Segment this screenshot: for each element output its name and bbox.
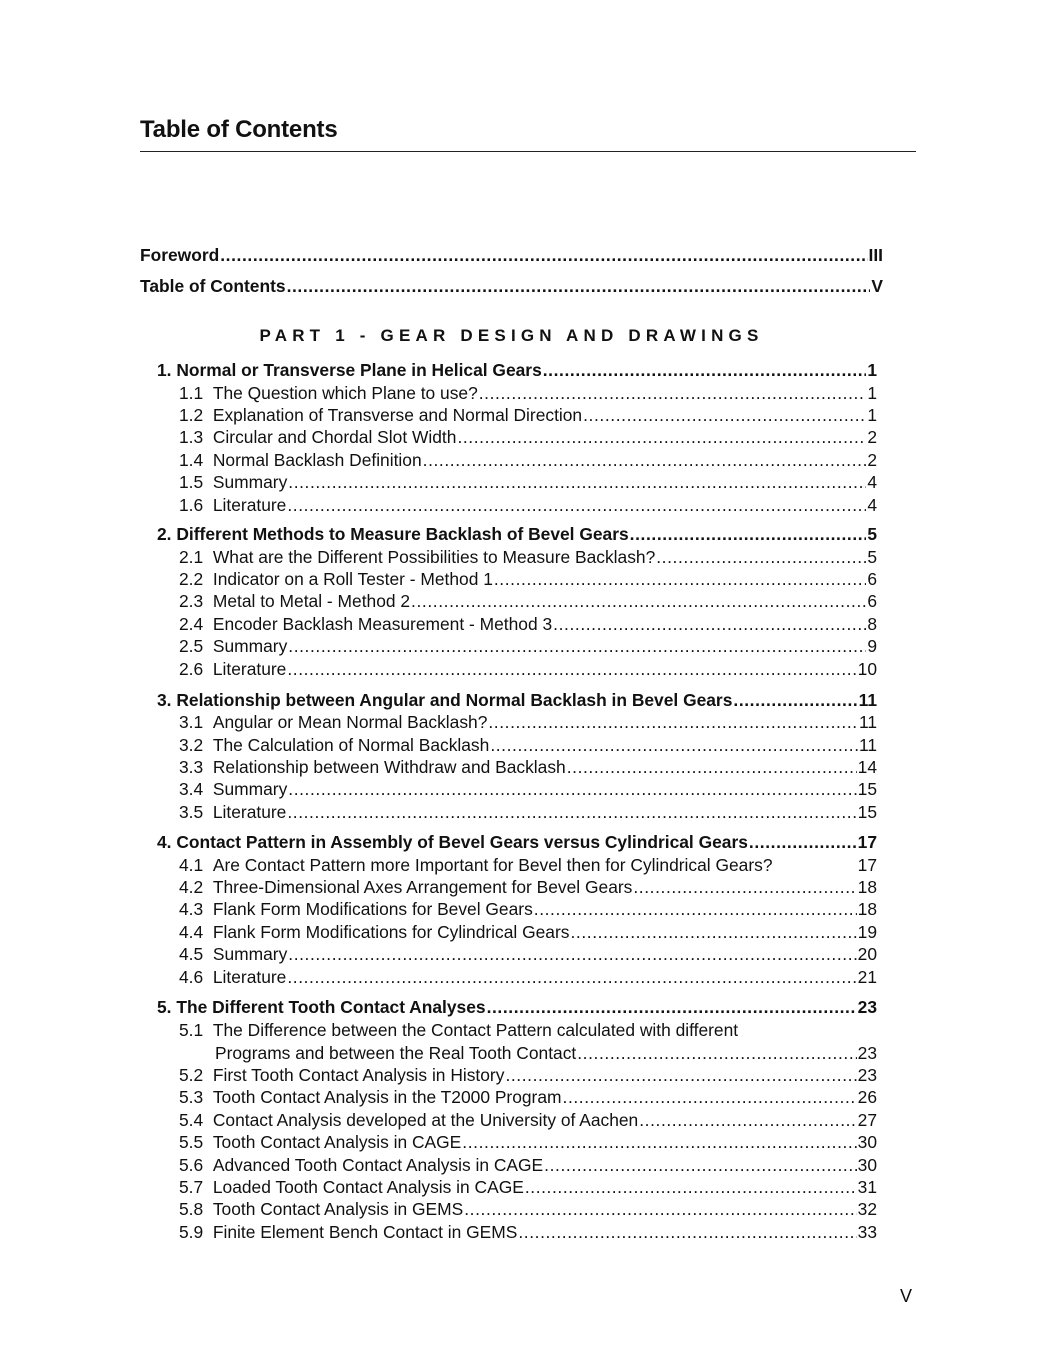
section-number: 5.6	[179, 1155, 204, 1175]
leader-dots	[288, 943, 856, 965]
section-page: 15	[857, 802, 877, 822]
toc-section[interactable]	[179, 404, 877, 426]
section-page: 14	[857, 757, 877, 777]
section-page: 27	[857, 1110, 877, 1130]
section-number: 5.9	[179, 1222, 204, 1242]
section-title: Advanced Tooth Contact Analysis in CAGE	[212, 1155, 544, 1175]
chapter-number: 1.	[157, 360, 172, 380]
toc-section[interactable]	[179, 966, 877, 988]
leader-dots	[633, 876, 856, 898]
toc-chapter[interactable]	[157, 689, 877, 711]
section-number: 5.3	[179, 1087, 204, 1107]
chapter-title: Relationship between Angular and Normal Backlash in Bevel Gears	[176, 690, 733, 710]
section-title: Literature	[212, 802, 287, 822]
chapter-page: 11	[858, 690, 877, 710]
leader-dots	[462, 1131, 856, 1153]
leader-dots	[423, 449, 867, 471]
section-page: 4	[867, 495, 877, 515]
toc-section[interactable]	[179, 854, 877, 876]
section-page: 1	[867, 405, 877, 425]
toc-chapter[interactable]	[157, 359, 877, 381]
section-number: 2.1	[179, 547, 204, 567]
section-title: Metal to Metal - Method 2	[212, 591, 411, 611]
leader-dots	[525, 1176, 857, 1198]
leader-dots	[733, 689, 857, 711]
section-title: Literature	[212, 659, 287, 679]
section-page: 20	[857, 944, 877, 964]
leader-dots	[287, 275, 871, 297]
toc-section[interactable]	[179, 1109, 877, 1131]
page-title: Table of Contents	[140, 116, 338, 143]
section-page: 11	[858, 735, 877, 755]
section-number: 5.1	[179, 1020, 204, 1040]
toc-entry-page: V	[871, 276, 883, 296]
leader-dots	[287, 966, 856, 988]
section-title: Summary	[212, 779, 288, 799]
chapter-number: 4.	[157, 832, 172, 852]
section-title: Loaded Tooth Contact Analysis in CAGE	[212, 1177, 524, 1197]
section-page: 2	[867, 427, 877, 447]
leader-dots	[553, 613, 866, 635]
section-page: 15	[857, 779, 877, 799]
toc-entry-title: Foreword	[140, 245, 220, 265]
chapter-page: 17	[857, 832, 877, 852]
section-number: 5.7	[179, 1177, 204, 1197]
section-page: 1	[867, 383, 877, 403]
section-number: 1.1	[179, 383, 204, 403]
leader-dots	[534, 898, 857, 920]
toc-section[interactable]	[179, 876, 877, 898]
section-title: First Tooth Contact Analysis in History	[212, 1065, 505, 1085]
toc-entry-foreword[interactable]	[140, 244, 883, 266]
section-title: Tooth Contact Analysis in the T2000 Program	[212, 1087, 562, 1107]
section-page: 9	[867, 636, 877, 656]
section-title: What are the Different Possibilities to Measure Backlash?	[212, 547, 656, 567]
section-number: 1.4	[179, 450, 204, 470]
section-page: 23	[857, 1043, 877, 1063]
toc-section[interactable]	[179, 613, 877, 635]
section-number: 1.6	[179, 495, 204, 515]
toc-entry-page: III	[868, 245, 883, 265]
toc-entry-title: Table of Contents	[140, 276, 286, 296]
section-page: 33	[857, 1222, 877, 1242]
section-title: Relationship between Withdraw and Backlash	[212, 757, 566, 777]
toc-section[interactable]	[179, 1131, 877, 1153]
section-title: Normal Backlash Definition	[212, 450, 422, 470]
chapter-title: Contact Pattern in Assembly of Bevel Gears versus Cylindrical Gears	[176, 832, 748, 852]
toc-section[interactable]	[179, 658, 877, 680]
chapter-number: 2.	[157, 524, 172, 544]
section-number: 4.6	[179, 967, 204, 987]
section-page: 10	[857, 659, 877, 679]
section-number: 3.5	[179, 802, 204, 822]
toc-section[interactable]	[179, 494, 877, 516]
section-title: The Difference between the Contact Pattern calculated with different	[212, 1020, 739, 1040]
section-number: 2.4	[179, 614, 204, 634]
section-page: 18	[857, 877, 877, 897]
section-number: 4.1	[179, 855, 204, 875]
chapter-number: 5.	[157, 997, 172, 1017]
chapter-page: 1	[867, 360, 877, 380]
chapter-page: 5	[867, 524, 877, 544]
section-page: 2	[867, 450, 877, 470]
section-title: Encoder Backlash Measurement - Method 3	[212, 614, 553, 634]
chapter-title: The Different Tooth Contact Analyses	[176, 997, 486, 1017]
leader-dots	[220, 244, 867, 266]
part-header: PART 1 - GEAR DESIGN AND DRAWINGS	[259, 326, 764, 345]
section-title-continuation: Programs and between the Real Tooth Contact	[215, 1043, 577, 1063]
title-rule	[140, 151, 916, 152]
toc-section[interactable]	[179, 898, 877, 920]
page-number: V	[900, 1286, 913, 1306]
toc-section[interactable]	[179, 711, 877, 733]
section-number: 3.4	[179, 779, 204, 799]
leader-dots	[288, 635, 866, 657]
chapter-title: Normal or Transverse Plane in Helical Gears	[176, 360, 542, 380]
toc-section[interactable]	[179, 734, 877, 756]
section-page: 23	[857, 1065, 877, 1085]
section-page: 18	[857, 899, 877, 919]
leader-dots	[479, 382, 867, 404]
section-page: 30	[857, 1155, 877, 1175]
section-title: Three-Dimensional Axes Arrangement for Bevel Gears	[212, 877, 633, 897]
leader-dots	[570, 921, 856, 943]
toc-section[interactable]	[179, 635, 877, 657]
section-page: 5	[867, 547, 877, 567]
leader-dots	[287, 658, 856, 680]
leader-dots	[563, 1086, 857, 1108]
chapter-page: 23	[857, 997, 877, 1017]
toc-section[interactable]	[179, 778, 877, 800]
toc-section[interactable]	[179, 801, 877, 823]
toc-section[interactable]	[179, 1176, 877, 1198]
section-number: 2.2	[179, 569, 204, 589]
toc-section[interactable]	[179, 449, 877, 471]
section-number: 4.4	[179, 922, 204, 942]
leader-dots	[630, 523, 867, 545]
toc-section[interactable]	[179, 921, 877, 943]
leader-dots	[287, 801, 856, 823]
section-number: 2.3	[179, 591, 204, 611]
section-title: Explanation of Transverse and Normal Direction	[212, 405, 583, 425]
section-title: Literature	[212, 495, 287, 515]
section-number: 5.8	[179, 1199, 204, 1219]
section-page: 21	[857, 967, 877, 987]
section-title: Literature	[212, 967, 287, 987]
section-number: 5.5	[179, 1132, 204, 1152]
section-title: Flank Form Modifications for Bevel Gears	[212, 899, 533, 919]
section-page: 32	[857, 1199, 877, 1219]
toc-section[interactable]	[179, 546, 877, 568]
section-page: 26	[857, 1087, 877, 1107]
leader-dots	[487, 996, 857, 1018]
section-title: Flank Form Modifications for Cylindrical Gears	[212, 922, 570, 942]
toc-section[interactable]	[179, 568, 877, 590]
section-number: 1.2	[179, 405, 204, 425]
section-number: 3.2	[179, 735, 204, 755]
section-page: 4	[867, 472, 877, 492]
section-page: 30	[857, 1132, 877, 1152]
toc-section-continuation[interactable]	[215, 1042, 877, 1064]
section-number: 4.2	[179, 877, 204, 897]
section-page: 17	[857, 855, 877, 875]
leader-dots	[288, 471, 866, 493]
toc-chapter[interactable]	[157, 523, 877, 545]
section-page: 8	[867, 614, 877, 634]
toc-entry-table-of-contents[interactable]	[140, 275, 883, 297]
leader-dots	[288, 778, 856, 800]
leader-dots	[464, 1198, 856, 1220]
toc-section[interactable]	[179, 1064, 877, 1086]
section-number: 3.3	[179, 757, 204, 777]
section-title: Summary	[212, 944, 288, 964]
leader-dots	[656, 546, 866, 568]
toc-section[interactable]	[179, 1019, 877, 1041]
leader-dots	[518, 1221, 856, 1243]
toc-section[interactable]	[179, 1198, 877, 1220]
section-title: Are Contact Pattern more Important for Bevel then for Cylindrical Gears?	[212, 855, 773, 875]
leader-dots	[583, 404, 866, 426]
toc-chapter[interactable]	[157, 831, 877, 853]
leader-dots	[488, 711, 858, 733]
section-title: Tooth Contact Analysis in CAGE	[212, 1132, 462, 1152]
section-title: Circular and Chordal Slot Width	[212, 427, 457, 447]
toc-section[interactable]	[179, 943, 877, 965]
leader-dots	[494, 568, 866, 590]
section-title: Tooth Contact Analysis in GEMS	[212, 1199, 464, 1219]
toc-section[interactable]	[179, 1221, 877, 1243]
section-title: Angular or Mean Normal Backlash?	[212, 712, 488, 732]
section-page: 31	[857, 1177, 877, 1197]
section-page: 6	[867, 591, 877, 611]
leader-dots	[544, 1154, 857, 1176]
chapter-number: 3.	[157, 690, 172, 710]
toc-section[interactable]	[179, 1086, 877, 1108]
leader-dots	[567, 756, 857, 778]
toc-section[interactable]	[179, 382, 877, 404]
leader-dots	[577, 1042, 856, 1064]
section-number: 5.4	[179, 1110, 204, 1130]
toc-section[interactable]	[179, 1154, 877, 1176]
section-number: 2.5	[179, 636, 204, 656]
section-title: Finite Element Bench Contact in GEMS	[212, 1222, 518, 1242]
leader-dots	[490, 734, 858, 756]
section-page: 6	[867, 569, 877, 589]
toc-section[interactable]	[179, 756, 877, 778]
leader-dots	[287, 494, 866, 516]
section-title: Indicator on a Roll Tester - Method 1	[212, 569, 493, 589]
section-title: Contact Analysis developed at the University of Aachen	[212, 1110, 639, 1130]
section-title: Summary	[212, 472, 288, 492]
section-number: 3.1	[179, 712, 204, 732]
leader-dots	[457, 426, 866, 448]
chapter-title: Different Methods to Measure Backlash of Bevel Gears	[176, 524, 629, 544]
section-number: 4.3	[179, 899, 204, 919]
section-number: 4.5	[179, 944, 204, 964]
section-number: 5.2	[179, 1065, 204, 1085]
toc-section[interactable]	[179, 590, 877, 612]
section-number: 1.3	[179, 427, 204, 447]
leader-dots	[639, 1109, 856, 1131]
section-number: 1.5	[179, 472, 204, 492]
section-title: Summary	[212, 636, 288, 656]
section-title: The Question which Plane to use?	[212, 383, 478, 403]
section-page: 19	[857, 922, 877, 942]
section-title: The Calculation of Normal Backlash	[212, 735, 490, 755]
leader-dots	[505, 1064, 856, 1086]
toc-chapter[interactable]	[157, 996, 877, 1018]
toc-section[interactable]	[179, 471, 877, 493]
leader-dots	[411, 590, 866, 612]
toc-section[interactable]	[179, 426, 877, 448]
leader-dots	[543, 359, 867, 381]
leader-dots	[749, 831, 857, 853]
section-page: 11	[858, 712, 877, 732]
section-number: 2.6	[179, 659, 204, 679]
